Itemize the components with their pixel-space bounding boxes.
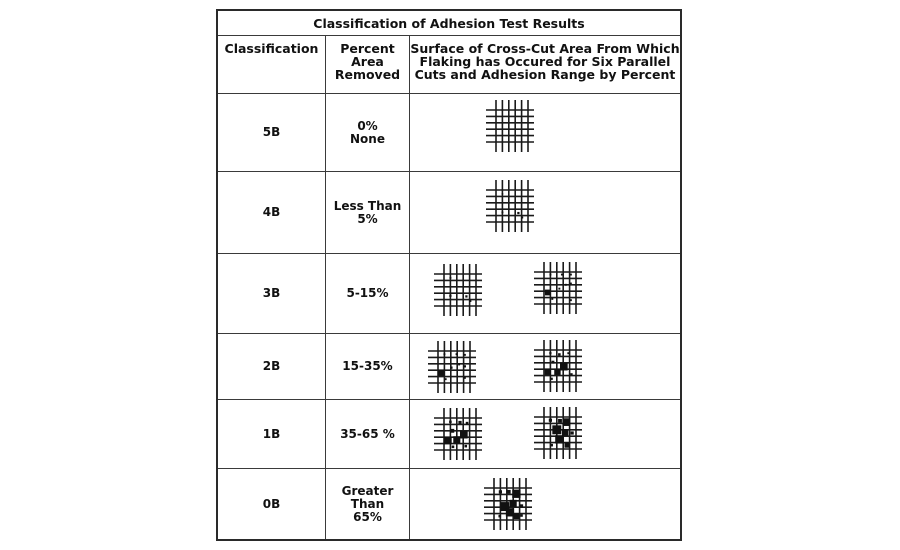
header-classification: Classification (218, 36, 326, 93)
flake-mark (450, 367, 452, 369)
flake-mark (571, 431, 574, 434)
flake-mark (502, 193, 504, 195)
flake-mark (554, 369, 560, 375)
flake-mark (570, 274, 572, 276)
flake-mark (558, 353, 561, 356)
flake-mark (549, 419, 552, 422)
flake-mark (549, 352, 551, 354)
flake-mark (570, 373, 572, 375)
flake-mark (551, 298, 553, 300)
flake-mark (555, 435, 563, 443)
flake-mark (545, 290, 551, 296)
flake-mark (570, 283, 572, 285)
cross-cut-grid-illustration (530, 338, 584, 394)
classification-cell: 2B (218, 334, 326, 399)
illustration-cell (410, 94, 680, 171)
flake-mark (499, 490, 502, 493)
percent-cell: 0% None (326, 94, 410, 171)
flake-mark (562, 429, 568, 435)
flake-mark (438, 370, 444, 376)
flake-mark (514, 513, 520, 519)
flake-mark (456, 353, 458, 355)
flake-mark (552, 361, 555, 364)
header-surface-description: Surface of Cross-Cut Area From Which Flaking has Occured for Six Parallel Cuts and Adhesion Range by Percent (410, 41, 680, 82)
flake-mark (444, 437, 452, 445)
flake-mark (453, 436, 460, 443)
table-row (218, 172, 680, 254)
flake-mark (464, 377, 466, 379)
percent-cell: 5-15% (326, 254, 410, 333)
percent-cell: Less Than 5% (326, 172, 410, 253)
classification-cell: 5B (218, 94, 326, 171)
illustration-cell (410, 469, 680, 539)
flake-mark (517, 212, 519, 214)
flake-mark (460, 431, 468, 439)
flake-mark (565, 284, 567, 286)
flake-mark (458, 421, 461, 424)
header-percent-area-removed: Percent Area Removed (326, 36, 410, 93)
table-row (218, 334, 680, 400)
flake-mark (450, 429, 454, 433)
table-title: Classification of Adhesion Test Results (218, 11, 680, 36)
flake-mark (570, 299, 572, 301)
percent-cell: Greater Than 65% (326, 469, 410, 539)
illustration-cell (410, 172, 680, 253)
table-row (218, 469, 680, 539)
flake-mark (464, 354, 466, 356)
flake-mark (558, 419, 562, 423)
flake-mark (501, 211, 503, 213)
percent-cell: 35-65 % (326, 400, 410, 468)
cross-cut-grid-illustration (530, 260, 584, 316)
flake-mark (561, 274, 563, 276)
flake-mark (449, 421, 452, 424)
flake-mark (458, 363, 460, 365)
header-row (218, 36, 680, 94)
flake-mark (545, 369, 551, 375)
flake-mark (550, 444, 553, 447)
flake-mark (445, 378, 447, 380)
classification-cell: 1B (218, 400, 326, 468)
table-row (218, 94, 680, 172)
flake-mark (506, 508, 514, 516)
flake-mark (512, 490, 520, 498)
flake-mark (551, 378, 553, 380)
flake-mark (567, 352, 569, 354)
adhesion-classification-table (216, 9, 682, 541)
flake-mark (520, 504, 523, 507)
percent-cell: 15-35% (326, 334, 410, 399)
illustration-cell (410, 400, 680, 468)
flake-mark (507, 490, 511, 494)
cross-cut-grid-illustration (482, 98, 536, 154)
cross-cut-grid-illustration (430, 262, 484, 318)
flake-mark (564, 443, 569, 448)
flake-mark (466, 422, 469, 425)
flake-mark (521, 217, 523, 219)
classification-cell: 4B (218, 172, 326, 253)
table-row (218, 400, 680, 469)
table-row (218, 254, 680, 334)
cross-cut-grid-illustration (424, 339, 478, 395)
classification-cell: 0B (218, 469, 326, 539)
illustration-cell (410, 334, 680, 399)
flake-mark (552, 425, 561, 434)
cross-cut-grid-illustration (530, 405, 584, 461)
flake-mark (443, 353, 445, 355)
flake-mark (452, 446, 455, 449)
flake-mark (549, 274, 551, 276)
flake-mark (465, 295, 467, 297)
flake-mark (449, 295, 451, 297)
flake-mark (449, 277, 451, 279)
cross-cut-grid-illustration (480, 476, 534, 532)
flake-mark (558, 288, 560, 290)
flake-mark (464, 445, 467, 448)
flake-mark (464, 365, 466, 367)
illustration-cell (410, 254, 680, 333)
flake-mark (560, 363, 568, 371)
classification-cell: 3B (218, 254, 326, 333)
flake-mark (520, 514, 523, 517)
flake-mark (563, 418, 571, 426)
cross-cut-grid-illustration (430, 406, 484, 462)
cross-cut-grid-illustration (482, 178, 536, 234)
flake-mark (469, 300, 471, 302)
flake-mark (498, 515, 501, 518)
flake-mark (510, 500, 517, 507)
